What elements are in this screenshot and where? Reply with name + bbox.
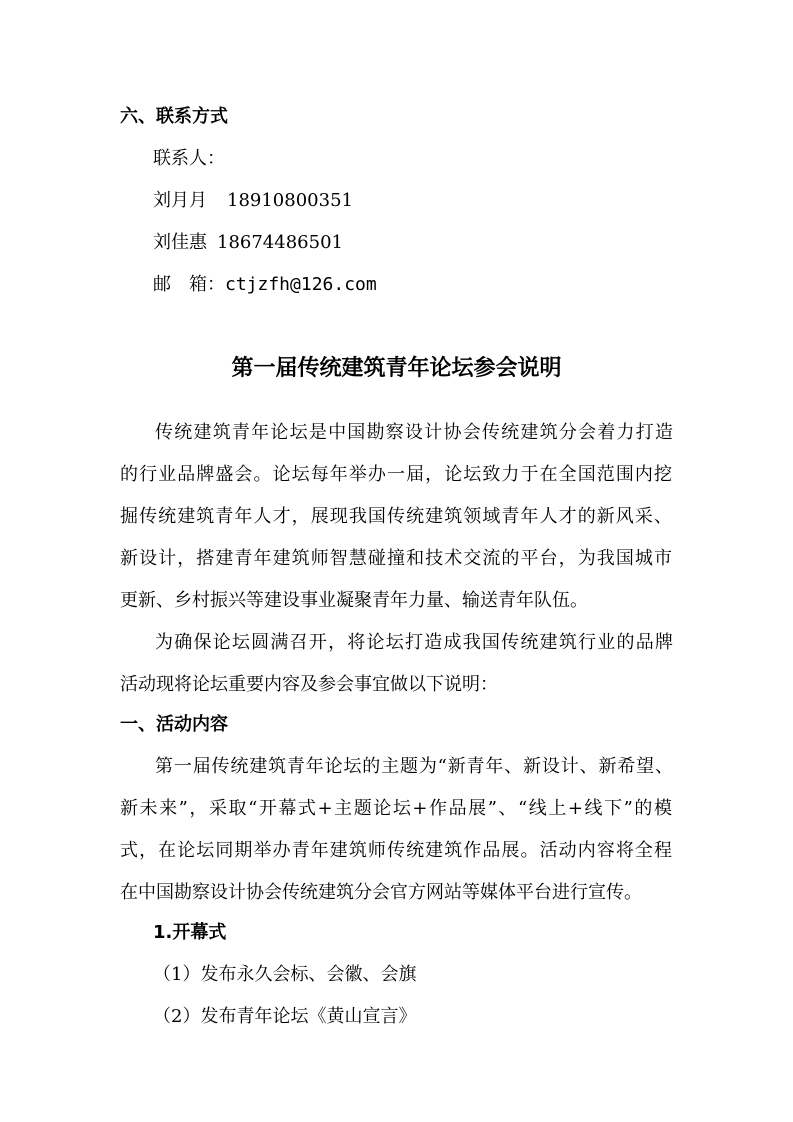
section1-line-3: 式，在论坛同期举办青年建筑师传统建筑作品展。活动内容将全程 xyxy=(120,840,672,861)
contact-2-name: 刘佳惠 xyxy=(153,232,207,253)
intro-line-2: 的行业品牌盛会。论坛每年举办一届，论坛致力于在全国范围内挖 xyxy=(120,464,672,485)
section1-line-4: 在中国勘察设计协会传统建筑分会官方网站等媒体平台进行宣传。 xyxy=(120,882,642,903)
contact-email xyxy=(153,274,377,296)
contact-person-label: 联系人： xyxy=(153,148,225,169)
intro-line-3: 掘传统建筑青年人才，展现我国传统建筑领域青年人才的新风采、 xyxy=(120,506,672,527)
contact-1-phone: 18910800351 xyxy=(227,190,353,211)
email-value: ctjzfh@126.com xyxy=(225,274,377,295)
intro-line-5: 更新、乡村振兴等建设事业凝聚青年力量、输送青年队伍。 xyxy=(120,590,588,611)
intro-line-4: 新设计，搭建青年建筑师智慧碰撞和技术交流的平台，为我国城市 xyxy=(120,548,672,569)
contact-heading: 六、联系方式 xyxy=(120,106,228,127)
contact-1-name: 刘月月 xyxy=(153,190,207,211)
contact-2 xyxy=(153,232,343,254)
subsection1-item-2: （2）发布青年论坛《黄山宣言》 xyxy=(153,1006,417,1027)
email-label: 邮 箱： xyxy=(153,274,225,295)
subsection1-heading: 1.开幕式 xyxy=(153,922,227,943)
subsection1-item-1: （1）发布永久会标、会徽、会旗 xyxy=(153,964,417,985)
contact-2-phone: 18674486501 xyxy=(217,232,343,253)
section1-line-2: 新未来”，采取“开幕式+主题论坛+作品展”、“线上+线下”的模 xyxy=(120,798,672,819)
section1-line-1: 第一届传统建筑青年论坛的主题为“新青年、新设计、新希望、 xyxy=(155,756,673,777)
document-title: 第一届传统建筑青年论坛参会说明 xyxy=(231,356,562,381)
intro-line-1: 传统建筑青年论坛是中国勘察设计协会传统建筑分会着力打造 xyxy=(155,422,673,443)
section1-heading: 一、活动内容 xyxy=(120,714,228,735)
purpose-line-1: 为确保论坛圆满召开，将论坛打造成我国传统建筑行业的品牌 xyxy=(155,632,673,653)
contact-1 xyxy=(153,190,353,212)
purpose-line-2: 活动现将论坛重要内容及参会事宜做以下说明： xyxy=(120,674,498,695)
